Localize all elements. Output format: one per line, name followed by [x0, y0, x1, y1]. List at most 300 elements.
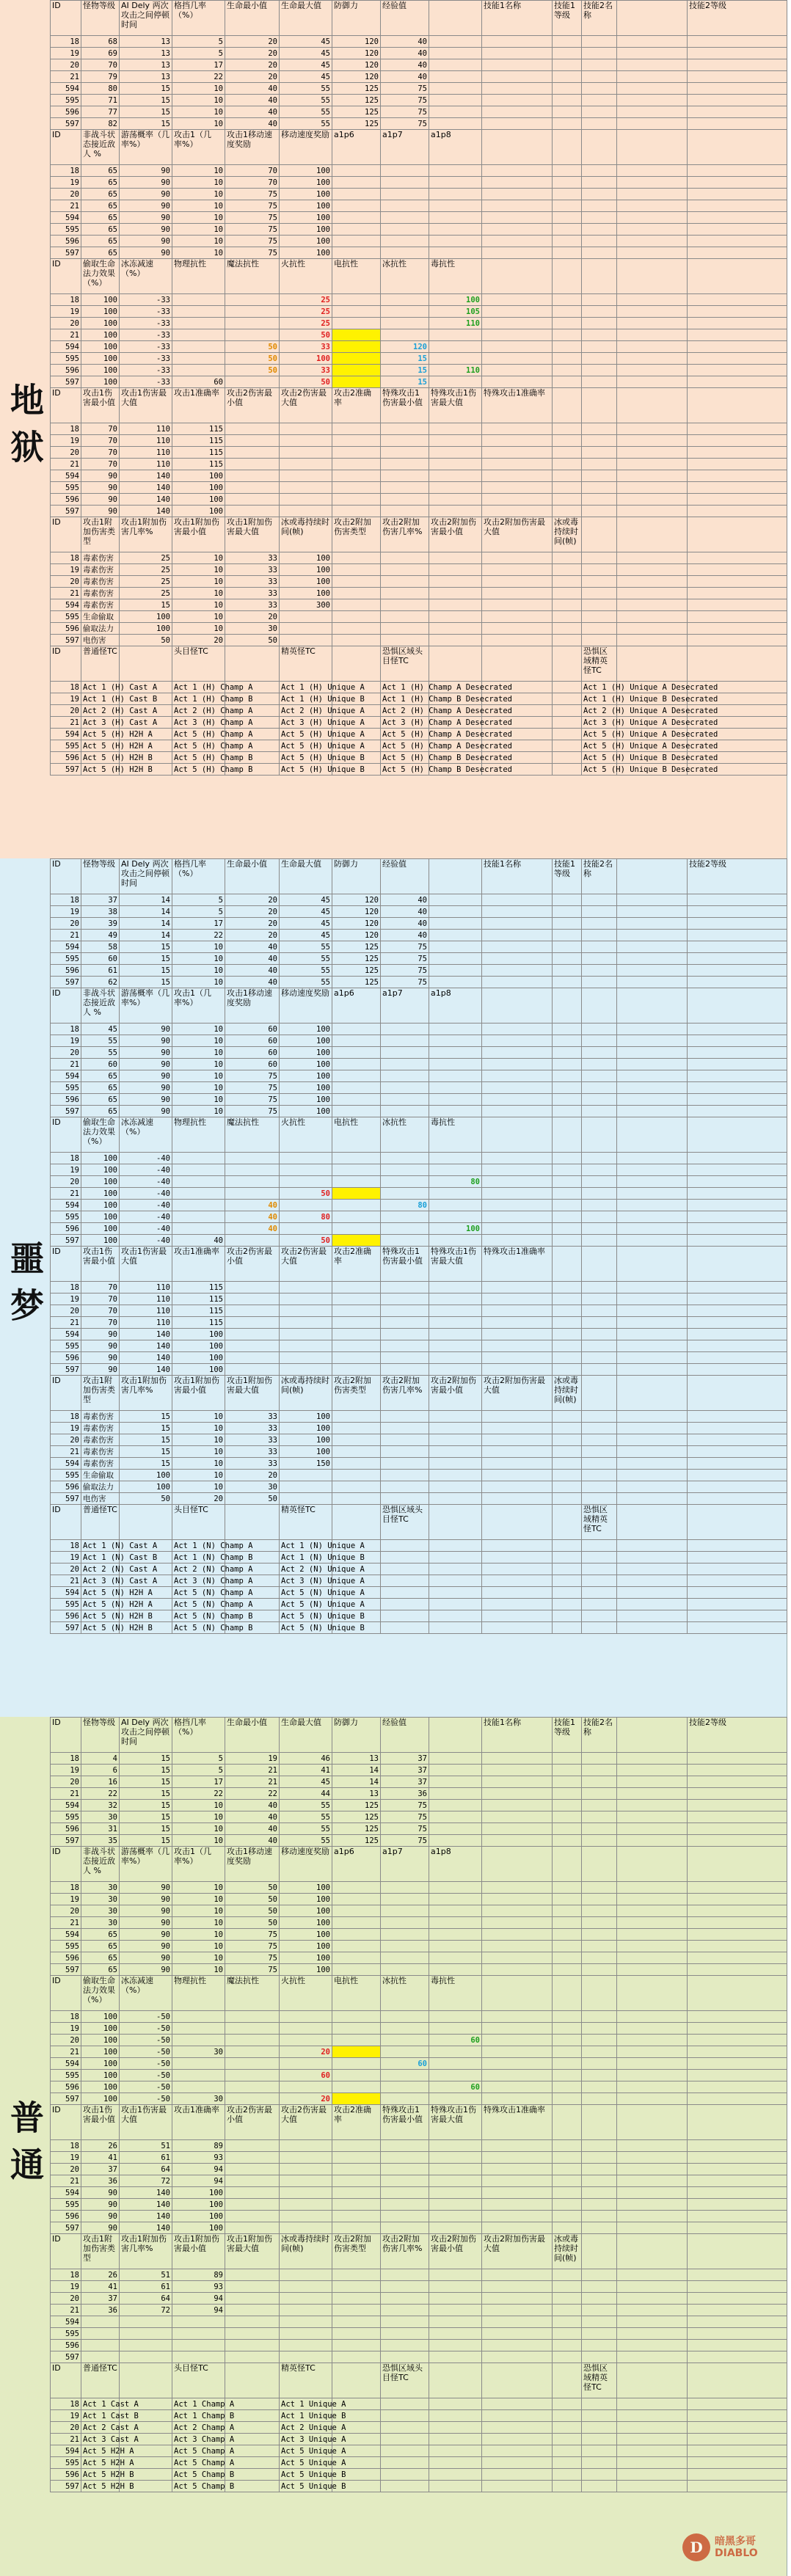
table-cell[interactable]: 10 [172, 1894, 225, 1905]
table-cell[interactable] [582, 2035, 617, 2046]
table-cell[interactable] [332, 2058, 381, 2070]
table-cell[interactable] [688, 1340, 787, 1352]
table-cell[interactable]: 10 [172, 1905, 225, 1917]
table-cell[interactable] [332, 1082, 381, 1094]
table-cell[interactable]: 40 [225, 953, 280, 965]
table-cell[interactable] [688, 599, 787, 611]
table-cell[interactable] [381, 1294, 429, 1305]
table-cell[interactable] [482, 623, 553, 635]
table-cell[interactable] [553, 1211, 582, 1223]
header-cell[interactable] [120, 2363, 172, 2398]
table-cell[interactable] [617, 930, 688, 941]
table-cell[interactable] [332, 353, 381, 365]
table-cell[interactable] [582, 1411, 617, 1423]
table-cell[interactable] [582, 1188, 617, 1200]
table-cell[interactable]: 300 [280, 599, 332, 611]
table-cell[interactable] [482, 2305, 553, 2316]
header-cell[interactable]: 攻击1（几率%） [172, 1847, 225, 1882]
table-cell[interactable] [688, 1835, 787, 1847]
table-cell[interactable]: 37 [81, 894, 120, 906]
table-cell[interactable] [617, 2222, 688, 2234]
table-cell[interactable] [617, 1434, 688, 1446]
table-cell[interactable]: 30 [172, 2046, 225, 2058]
table-cell[interactable]: 10 [172, 177, 225, 189]
table-cell[interactable]: 55 [280, 965, 332, 977]
table-cell[interactable] [553, 1423, 582, 1434]
table-cell[interactable]: 20 [225, 930, 280, 941]
table-cell[interactable] [429, 930, 482, 941]
table-cell[interactable] [482, 894, 553, 906]
table-cell[interactable]: 100 [120, 1481, 172, 1493]
table-cell[interactable] [332, 177, 381, 189]
id-cell[interactable]: 596 [51, 106, 81, 118]
id-cell[interactable]: 595 [51, 2199, 81, 2211]
table-cell[interactable] [688, 552, 787, 564]
header-cell[interactable] [688, 1505, 787, 1540]
table-cell[interactable] [582, 1164, 617, 1176]
header-cell[interactable]: 普通怪TC [81, 1505, 120, 1540]
id-cell[interactable]: 18 [51, 1753, 81, 1765]
header-cell[interactable]: ID [51, 646, 81, 682]
header-cell[interactable]: 技能1名称 [482, 1718, 553, 1753]
table-cell[interactable] [482, 1552, 553, 1564]
header-cell[interactable]: 移动速度奖励 [280, 130, 332, 165]
header-cell[interactable]: 冰或毒持续时间(帧) [280, 1376, 332, 1411]
header-cell[interactable]: 格挡几率（%） [172, 1, 225, 36]
table-cell[interactable]: 100 [280, 1106, 332, 1117]
table-cell[interactable] [429, 447, 482, 459]
table-cell[interactable] [617, 365, 688, 376]
table-cell[interactable] [482, 1917, 553, 1929]
table-cell[interactable] [582, 1035, 617, 1047]
table-cell[interactable]: 45 [81, 1024, 120, 1035]
id-cell[interactable]: 597 [51, 1835, 81, 1847]
table-cell[interactable] [582, 2281, 617, 2293]
table-cell[interactable] [582, 189, 617, 200]
table-cell[interactable]: 10 [172, 953, 225, 965]
header-cell[interactable]: 防御力 [332, 1718, 381, 1753]
table-cell[interactable] [553, 1188, 582, 1200]
table-cell[interactable] [381, 2481, 429, 2492]
table-cell[interactable] [553, 1434, 582, 1446]
table-cell[interactable]: Act 1 Cast B [81, 2410, 120, 2422]
table-cell[interactable] [332, 1200, 381, 1211]
table-cell[interactable] [617, 2093, 688, 2105]
table-cell[interactable]: 17 [172, 918, 225, 930]
table-cell[interactable]: 60 [381, 2058, 429, 2070]
table-cell[interactable] [617, 1446, 688, 1458]
table-cell[interactable]: 90 [120, 200, 172, 212]
id-cell[interactable]: 18 [51, 165, 81, 177]
table-cell[interactable] [280, 2140, 332, 2152]
table-cell[interactable]: Act 5 (H) Champ A [172, 729, 225, 740]
id-cell[interactable]: 18 [51, 1282, 81, 1294]
table-cell[interactable]: 100 [280, 353, 332, 365]
table-cell[interactable]: 100 [81, 1176, 120, 1188]
table-cell[interactable] [688, 2328, 787, 2340]
table-cell[interactable] [332, 318, 381, 329]
table-cell[interactable]: Act 5 (H) Unique A Desecrated [582, 740, 617, 752]
table-cell[interactable]: 10 [172, 212, 225, 224]
table-cell[interactable]: 10 [172, 576, 225, 588]
table-cell[interactable] [582, 494, 617, 506]
table-cell[interactable] [617, 1564, 688, 1575]
table-cell[interactable]: 40 [381, 48, 429, 59]
header-cell[interactable]: 攻击2附加伤害最大值 [482, 2234, 553, 2269]
table-cell[interactable] [553, 2293, 582, 2305]
header-cell[interactable]: 怪物等级 [81, 1, 120, 36]
header-cell[interactable] [482, 1847, 553, 1882]
table-cell[interactable]: 75 [381, 1800, 429, 1811]
table-cell[interactable] [617, 965, 688, 977]
table-cell[interactable] [617, 329, 688, 341]
id-cell[interactable]: 19 [51, 2281, 81, 2293]
table-cell[interactable]: 30 [81, 1905, 120, 1917]
table-cell[interactable]: 75 [381, 1823, 429, 1835]
table-cell[interactable] [582, 59, 617, 71]
table-cell[interactable]: 100 [172, 1364, 225, 1376]
table-cell[interactable] [482, 1894, 553, 1905]
table-cell[interactable]: 70 [81, 447, 120, 459]
table-cell[interactable]: 100 [172, 1340, 225, 1352]
table-cell[interactable] [482, 1788, 553, 1800]
table-cell[interactable]: Act 3 (H) Unique A Desecrated [582, 717, 617, 729]
table-cell[interactable] [617, 599, 688, 611]
table-cell[interactable] [332, 1446, 381, 1458]
header-cell[interactable]: 攻击1附加伤害最大值 [225, 2234, 280, 2269]
table-cell[interactable]: 50 [225, 1917, 280, 1929]
table-cell[interactable] [381, 447, 429, 459]
table-cell[interactable] [482, 224, 553, 236]
table-cell[interactable]: 33 [225, 1411, 280, 1423]
table-cell[interactable] [332, 1059, 381, 1070]
table-cell[interactable]: Act 5 (H) Unique B Desecrated [582, 752, 617, 764]
table-cell[interactable]: -40 [120, 1200, 172, 1211]
table-cell[interactable]: 140 [120, 2222, 172, 2234]
id-cell[interactable]: 18 [51, 2398, 81, 2410]
table-cell[interactable] [617, 236, 688, 247]
table-cell[interactable] [688, 423, 787, 435]
table-cell[interactable]: 65 [81, 165, 120, 177]
table-cell[interactable]: Act 1 Champ B [172, 2410, 225, 2422]
table-cell[interactable]: 45 [280, 930, 332, 941]
table-cell[interactable] [688, 1305, 787, 1317]
table-cell[interactable] [482, 423, 553, 435]
table-cell[interactable] [553, 2070, 582, 2081]
table-cell[interactable] [688, 1540, 787, 1552]
header-cell[interactable] [617, 988, 688, 1024]
table-cell[interactable] [582, 482, 617, 494]
header-cell[interactable]: ID [51, 259, 81, 294]
table-cell[interactable]: 10 [172, 941, 225, 953]
table-cell[interactable] [688, 894, 787, 906]
table-cell[interactable] [553, 294, 582, 306]
header-cell[interactable]: 攻击1附加伤害几率% [120, 517, 172, 552]
table-cell[interactable] [688, 318, 787, 329]
table-cell[interactable] [381, 1340, 429, 1352]
table-cell[interactable]: 100 [172, 494, 225, 506]
table-cell[interactable] [582, 1223, 617, 1235]
id-cell[interactable]: 597 [51, 2222, 81, 2234]
table-cell[interactable] [429, 1094, 482, 1106]
table-cell[interactable] [280, 2222, 332, 2234]
table-cell[interactable] [553, 1587, 582, 1599]
table-cell[interactable] [553, 318, 582, 329]
table-cell[interactable] [429, 2222, 482, 2234]
table-cell[interactable] [172, 2058, 225, 2070]
table-cell[interactable] [617, 623, 688, 635]
table-cell[interactable] [553, 1599, 582, 1610]
table-cell[interactable]: 61 [81, 965, 120, 977]
id-cell[interactable]: 18 [51, 2269, 81, 2281]
table-cell[interactable] [582, 2445, 617, 2457]
header-cell[interactable] [482, 1976, 553, 2011]
table-cell[interactable] [688, 2445, 787, 2457]
header-cell[interactable]: 生命最小值 [225, 1718, 280, 1753]
table-cell[interactable]: 70 [81, 423, 120, 435]
table-cell[interactable]: Act 2 (H) Unique A [280, 705, 332, 717]
table-cell[interactable] [582, 1788, 617, 1800]
header-cell[interactable] [617, 388, 688, 423]
table-cell[interactable]: 100 [280, 212, 332, 224]
table-cell[interactable] [280, 447, 332, 459]
table-cell[interactable]: 5 [172, 894, 225, 906]
table-cell[interactable] [553, 2175, 582, 2187]
table-cell[interactable]: Act 1 (H) Champ B Desecrated [381, 693, 429, 705]
table-cell[interactable]: 65 [81, 1952, 120, 1964]
table-cell[interactable]: 75 [225, 1070, 280, 1082]
table-cell[interactable]: 15 [120, 599, 172, 611]
table-cell[interactable]: 45 [280, 36, 332, 48]
id-cell[interactable]: 21 [51, 588, 81, 599]
table-cell[interactable] [582, 2211, 617, 2222]
table-cell[interactable]: Act 5 H2H B [81, 2469, 120, 2481]
table-cell[interactable] [225, 2023, 280, 2035]
table-cell[interactable] [381, 1059, 429, 1070]
table-cell[interactable] [429, 941, 482, 953]
table-cell[interactable]: 120 [332, 918, 381, 930]
table-cell[interactable] [280, 1164, 332, 1176]
table-cell[interactable] [617, 1552, 688, 1564]
table-cell[interactable] [617, 1047, 688, 1059]
table-cell[interactable]: -50 [120, 2058, 172, 2070]
id-cell[interactable]: 596 [51, 2211, 81, 2222]
id-cell[interactable]: 18 [51, 36, 81, 48]
table-cell[interactable]: 100 [280, 1941, 332, 1952]
table-cell[interactable]: 75 [225, 1941, 280, 1952]
table-cell[interactable]: 14 [332, 1776, 381, 1788]
table-cell[interactable] [617, 2351, 688, 2363]
table-cell[interactable] [429, 376, 482, 388]
table-cell[interactable]: 13 [120, 48, 172, 59]
table-cell[interactable] [617, 2140, 688, 2152]
table-cell[interactable]: 100 [280, 200, 332, 212]
table-cell[interactable] [688, 376, 787, 388]
table-cell[interactable]: Act 5 (N) Unique B [280, 1622, 332, 1634]
table-cell[interactable] [553, 2328, 582, 2340]
id-cell[interactable]: 19 [51, 693, 81, 705]
table-cell[interactable] [332, 2281, 381, 2293]
header-cell[interactable]: 攻击1准确率 [172, 388, 225, 423]
table-cell[interactable]: 5 [172, 36, 225, 48]
table-cell[interactable] [688, 1575, 787, 1587]
table-cell[interactable] [381, 1106, 429, 1117]
header-cell[interactable] [553, 1247, 582, 1282]
table-cell[interactable] [332, 2164, 381, 2175]
table-cell[interactable]: Act 2 (H) Cast A [81, 705, 120, 717]
table-cell[interactable] [582, 2081, 617, 2093]
table-cell[interactable] [280, 470, 332, 482]
header-cell[interactable]: 冰或毒持续时间(帧) [553, 517, 582, 552]
id-cell[interactable]: 597 [51, 977, 81, 988]
table-cell[interactable]: 15 [120, 1753, 172, 1765]
table-cell[interactable] [582, 2457, 617, 2469]
table-cell[interactable] [332, 2222, 381, 2234]
table-cell[interactable]: 100 [280, 564, 332, 576]
table-cell[interactable]: 70 [225, 177, 280, 189]
header-cell[interactable] [688, 1247, 787, 1282]
id-cell[interactable]: 597 [51, 1493, 81, 1505]
id-cell[interactable]: 596 [51, 2340, 81, 2351]
table-cell[interactable]: 100 [81, 1211, 120, 1223]
table-cell[interactable]: 37 [381, 1776, 429, 1788]
table-cell[interactable]: 40 [381, 71, 429, 83]
table-cell[interactable] [280, 1470, 332, 1481]
header-cell[interactable]: 攻击2附加伤害类型 [332, 2234, 381, 2269]
header-cell[interactable] [617, 1247, 688, 1282]
table-cell[interactable] [482, 1094, 553, 1106]
table-cell[interactable]: 90 [81, 470, 120, 482]
table-cell[interactable] [482, 329, 553, 341]
table-cell[interactable]: 72 [120, 2305, 172, 2316]
table-cell[interactable]: 90 [81, 482, 120, 494]
table-cell[interactable] [332, 1882, 381, 1894]
table-cell[interactable] [280, 494, 332, 506]
table-cell[interactable] [617, 1176, 688, 1188]
table-cell[interactable]: 毒素伤害 [81, 564, 120, 576]
table-cell[interactable] [582, 2422, 617, 2434]
table-cell[interactable]: 25 [120, 552, 172, 564]
table-cell[interactable]: 22 [81, 1788, 120, 1800]
table-cell[interactable] [332, 2199, 381, 2211]
table-cell[interactable]: 94 [172, 2305, 225, 2316]
table-cell[interactable]: 毒素伤害 [81, 1423, 120, 1434]
table-cell[interactable]: Act 5 Unique A [280, 2457, 332, 2469]
table-cell[interactable] [381, 1364, 429, 1376]
header-cell[interactable]: 毒抗性 [429, 259, 482, 294]
table-cell[interactable] [617, 506, 688, 517]
table-cell[interactable] [332, 459, 381, 470]
table-cell[interactable] [553, 1823, 582, 1835]
table-cell[interactable] [225, 376, 280, 388]
table-cell[interactable] [688, 2481, 787, 2492]
table-cell[interactable] [429, 36, 482, 48]
table-cell[interactable] [688, 2316, 787, 2328]
table-cell[interactable]: 90 [81, 2199, 120, 2211]
table-cell[interactable] [332, 1434, 381, 1446]
table-cell[interactable]: 10 [172, 1811, 225, 1823]
table-cell[interactable] [332, 2046, 381, 2058]
table-cell[interactable] [582, 2305, 617, 2316]
table-cell[interactable] [429, 59, 482, 71]
table-cell[interactable]: 40 [225, 83, 280, 95]
table-cell[interactable] [617, 552, 688, 564]
table-cell[interactable] [332, 1905, 381, 1917]
table-cell[interactable] [429, 1082, 482, 1094]
table-cell[interactable] [553, 2422, 582, 2434]
table-cell[interactable] [617, 564, 688, 576]
table-cell[interactable] [582, 965, 617, 977]
table-cell[interactable]: 35 [81, 1835, 120, 1847]
table-cell[interactable] [553, 1894, 582, 1905]
table-cell[interactable] [381, 482, 429, 494]
table-cell[interactable]: 94 [172, 2164, 225, 2175]
table-cell[interactable] [482, 930, 553, 941]
table-cell[interactable]: 90 [120, 1082, 172, 1094]
header-cell[interactable]: 魔法抗性 [225, 1117, 280, 1153]
table-cell[interactable]: 40 [381, 894, 429, 906]
table-cell[interactable] [582, 1564, 617, 1575]
table-cell[interactable]: 13 [120, 71, 172, 83]
table-cell[interactable]: 115 [172, 1317, 225, 1329]
table-cell[interactable] [381, 1540, 429, 1552]
table-cell[interactable]: 55 [280, 1823, 332, 1835]
table-cell[interactable] [553, 740, 582, 752]
header-cell[interactable]: 特殊攻击1准确率 [482, 388, 553, 423]
table-cell[interactable] [688, 506, 787, 517]
table-cell[interactable] [688, 2046, 787, 2058]
table-cell[interactable] [429, 106, 482, 118]
id-cell[interactable]: 20 [51, 705, 81, 717]
table-cell[interactable] [617, 1599, 688, 1610]
table-cell[interactable] [280, 635, 332, 646]
table-cell[interactable] [617, 341, 688, 353]
table-cell[interactable] [482, 294, 553, 306]
table-cell[interactable]: 20 [225, 906, 280, 918]
table-cell[interactable]: 10 [172, 611, 225, 623]
table-cell[interactable]: 55 [280, 953, 332, 965]
table-cell[interactable]: 115 [172, 435, 225, 447]
table-cell[interactable]: 15 [120, 1411, 172, 1423]
table-cell[interactable] [553, 1622, 582, 1634]
table-cell[interactable] [280, 2152, 332, 2164]
table-cell[interactable] [617, 423, 688, 435]
table-cell[interactable] [688, 2293, 787, 2305]
table-cell[interactable] [688, 1964, 787, 1976]
header-cell[interactable] [582, 1117, 617, 1153]
table-cell[interactable]: 50 [225, 1493, 280, 1505]
table-cell[interactable] [429, 224, 482, 236]
header-cell[interactable] [688, 2363, 787, 2398]
table-cell[interactable] [688, 1765, 787, 1776]
table-cell[interactable] [582, 599, 617, 611]
table-cell[interactable]: 61 [120, 2281, 172, 2293]
id-cell[interactable]: 21 [51, 1917, 81, 1929]
table-cell[interactable]: 100 [280, 1070, 332, 1082]
header-cell[interactable]: 格挡几率（%） [172, 1718, 225, 1753]
table-cell[interactable] [553, 2269, 582, 2281]
table-cell[interactable]: Act 2 (H) Champ A Desecrated [381, 705, 429, 717]
table-cell[interactable] [280, 1176, 332, 1188]
table-cell[interactable] [482, 447, 553, 459]
table-cell[interactable] [482, 1800, 553, 1811]
table-cell[interactable]: 94 [172, 2175, 225, 2187]
table-cell[interactable] [617, 1317, 688, 1329]
table-cell[interactable] [617, 2023, 688, 2035]
id-cell[interactable]: 595 [51, 740, 81, 752]
id-cell[interactable]: 597 [51, 2481, 81, 2492]
table-cell[interactable]: 60 [225, 1035, 280, 1047]
